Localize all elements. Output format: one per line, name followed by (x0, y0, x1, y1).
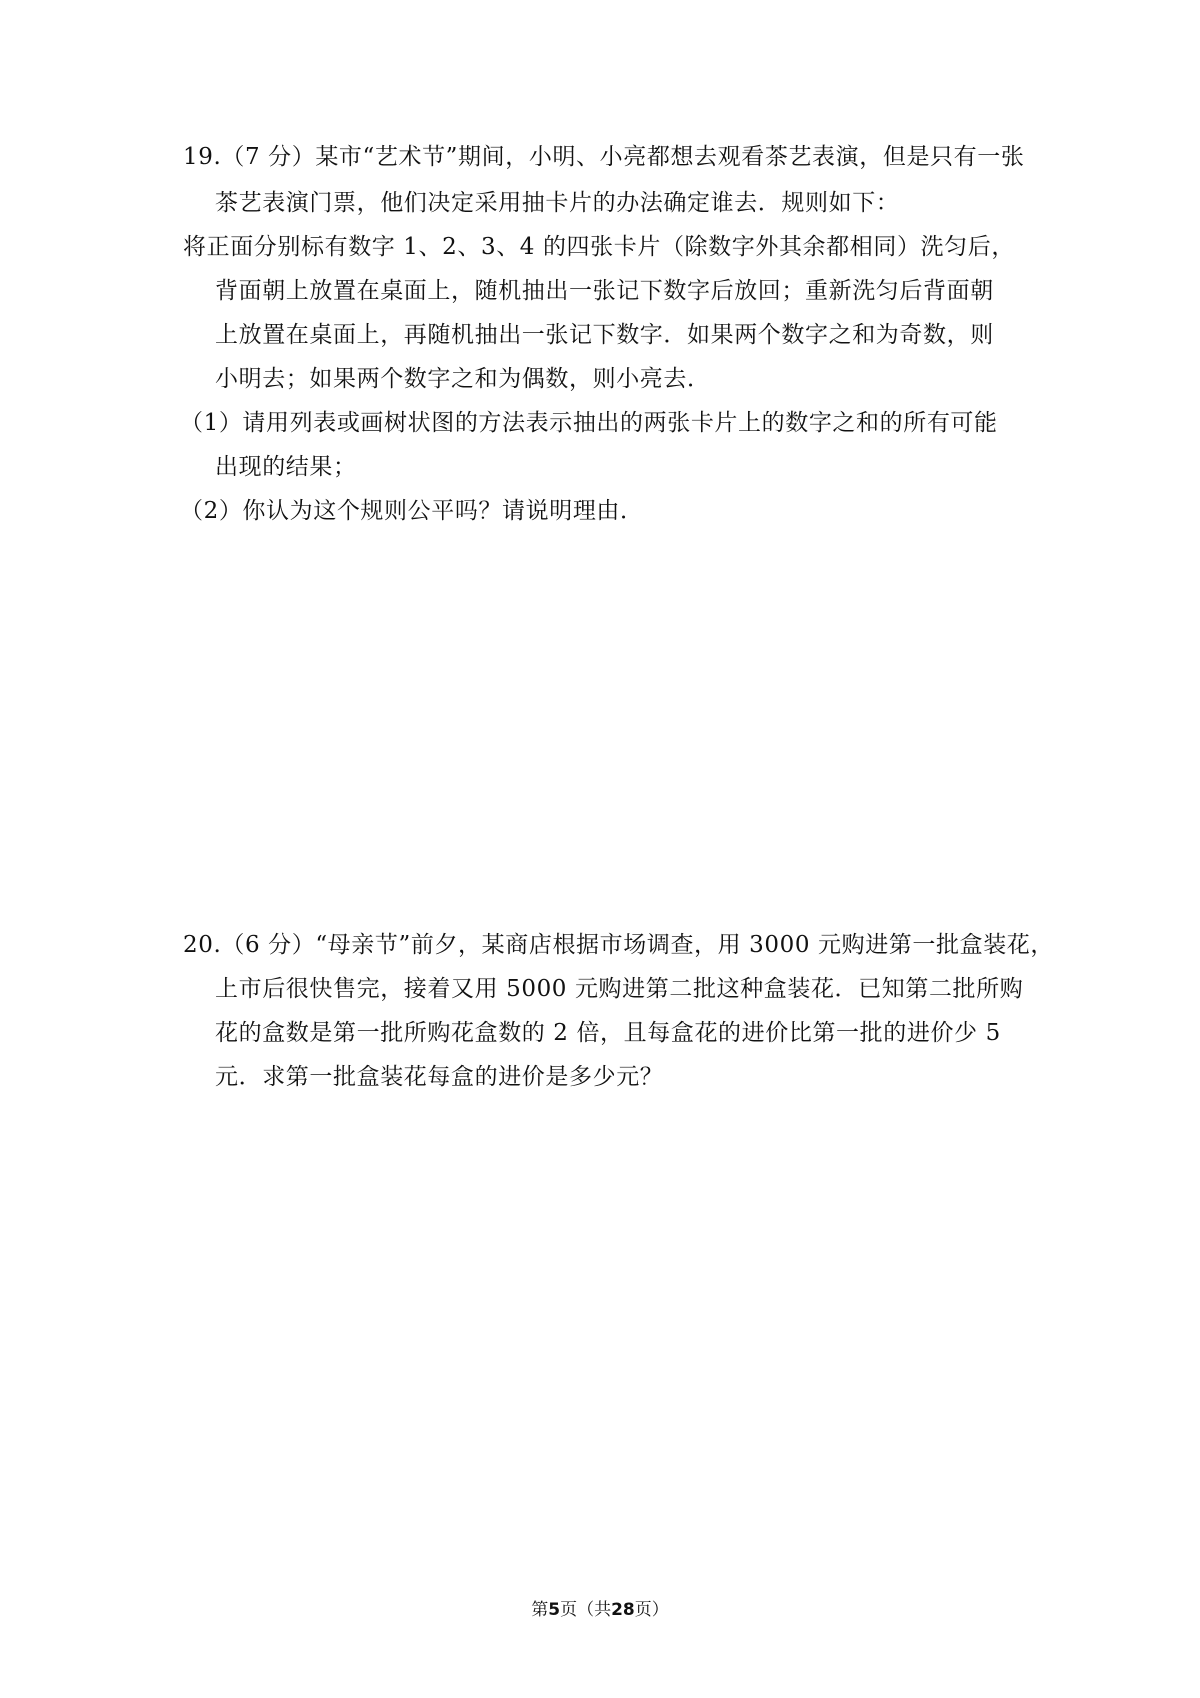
q20-line-3: 花的盒数是第一批所购花盒数的 2 倍，且每盒花的进价比第一批的进价少 5 (215, 1020, 1001, 1046)
footer-suffix: 页） (634, 1600, 669, 1620)
q19-line-3: 将正面分别标有数字 1、2、3、4 的四张卡片（除数字外其余都相同）洗匀后， (183, 234, 1015, 260)
footer-current-page: 5 (548, 1600, 561, 1620)
q20-line-4: 元．求第一批盒装花每盒的进价是多少元？ (215, 1064, 664, 1090)
q20-line-2: 上市后很快售完，接着又用 5000 元购进第二批这种盒装花．已知第二批所购 (215, 976, 1024, 1002)
q19-line-2: 茶艺表演门票，他们决定采用抽卡片的办法确定谁去．规则如下： (215, 190, 900, 216)
q19-subquestion-1-line-2: 出现的结果； (215, 454, 357, 480)
q19-line-1: 19.（7 分）某市“艺术节”期间，小明、小亮都想去观看茶艺表演，但是只有一张 (183, 144, 1025, 170)
page-footer (0, 1598, 1200, 1622)
footer-middle: 页（共 (560, 1600, 612, 1620)
q19-line-4: 背面朝上放置在桌面上，随机抽出一张记下数字后放回；重新洗匀后背面朝 (215, 278, 994, 304)
q19-subquestion-1-line-1: （1）请用列表或画树状图的方法表示抽出的两张卡片上的数字之和的所有可能 (180, 410, 998, 436)
q19-line-5: 上放置在桌面上，再随机抽出一张记下数字．如果两个数字之和为奇数，则 (215, 322, 994, 348)
q20-line-1: 20.（6 分）“母亲节”前夕，某商店根据市场调查，用 3000 元购进第一批盒装花， (183, 932, 1054, 958)
footer-prefix: 第 (531, 1600, 549, 1620)
footer-total-pages: 28 (611, 1600, 635, 1620)
q19-subquestion-2: （2）你认为这个规则公平吗？请说明理由． (180, 498, 644, 524)
q19-line-6: 小明去；如果两个数字之和为偶数，则小亮去． (215, 366, 711, 392)
